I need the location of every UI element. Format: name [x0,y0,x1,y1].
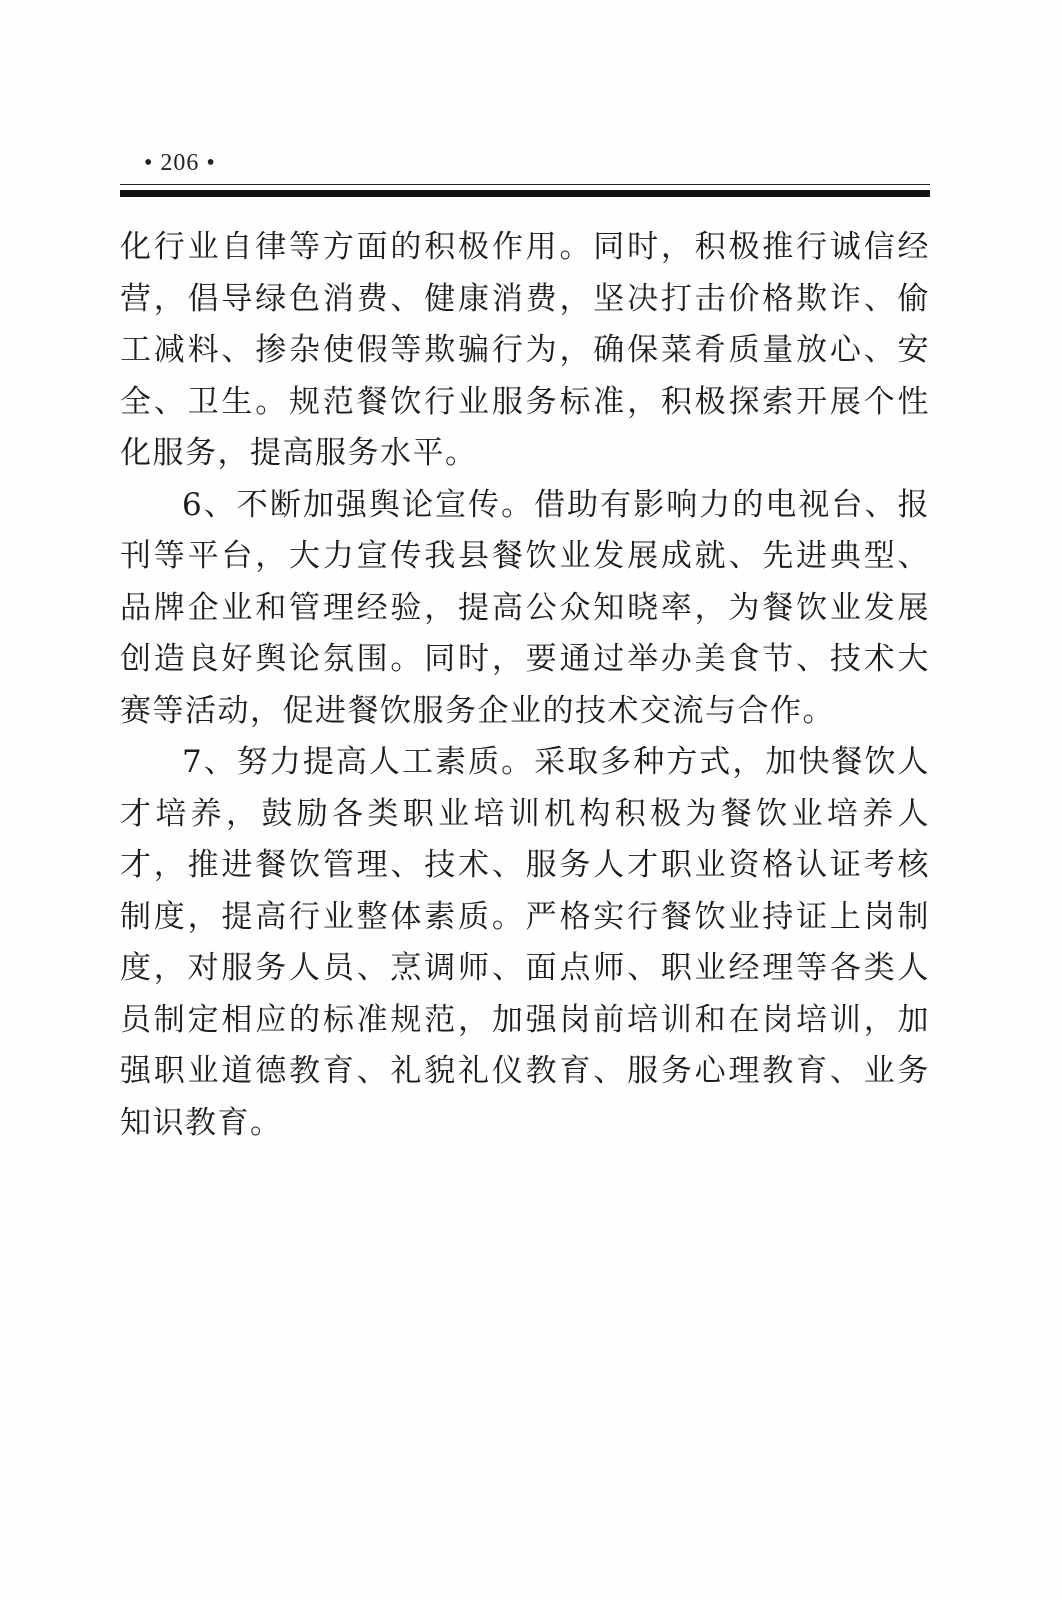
header-rule-thin [120,184,930,185]
paragraph-continued: 化行业自律等方面的积极作用。同时，积极推行诚信经营，倡导绿色消费、健康消费，坚决打击价格欺诈、偷工减料、掺杂使假等欺骗行为，确保菜肴质量放心、安全、卫生。规范餐饮行业服务标准，积极探索开展个性化服务，提高服务水平。 [120,229,930,471]
paragraph-item-6: 6、不断加强舆论宣传。借助有影响力的电视台、报刊等平台，大力宣传我县餐饮业发展成就、先进典型、品牌企业和管理经验，提高公众知晓率，为餐饮业发展创造良好舆论氛围。同时，要通过举办美食节、技术大赛等活动，促进餐饮服务企业的技术交流与合作。 [120,486,930,729]
header-rule-thick [120,190,930,197]
page-header [120,146,930,206]
body-text [120,222,930,1149]
page-number: • 206 • [144,150,216,176]
paragraph-item-7: 7、努力提高人工素质。采取多种方式，加快餐饮人才培养，鼓励各类职业培训机构积极为餐饮业培养人才，推进餐饮管理、技术、服务人才职业资格认证考核制度，提高行业整体素质。严格实行餐饮业持证上岗制度，对服务人员、烹调师、面点师、职业经理等各类人员制定相应的标准规范，加强岗前培训和在岗培训，加强职业道德教育、礼貌礼仪教育、服务心理教育、业务知识教育。 [120,744,930,1141]
